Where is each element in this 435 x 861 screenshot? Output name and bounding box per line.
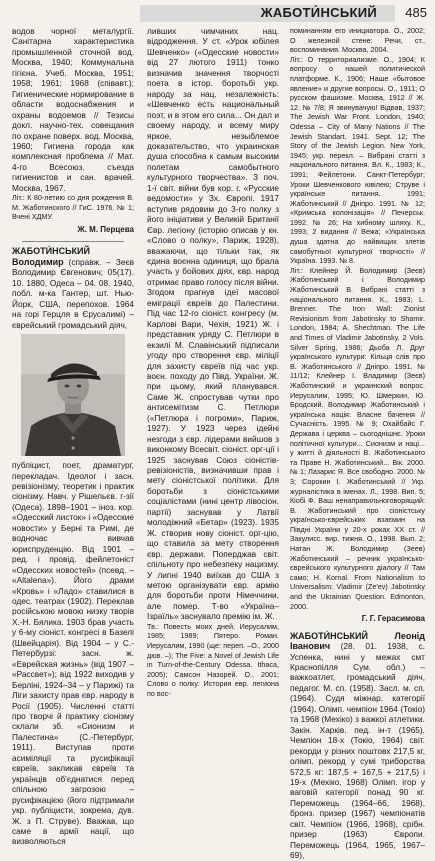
entry-intro: (справж. – Зеєв Володимир Євгенович; 05(17). 10. 1880, Одеса – 04. 08. 1940, побл. м-ка Гантер, шт. Нью-Йорк, США, перепохов. 1964 на горі Герцля в Єрусалимі) – єврейський громадський діяч, xyxy=(12,256,134,330)
entry-body: ливших чимчиних нац. відродження. У ст. «Урок юбілея Шевченко» («Одесские новости» від 27 лютого 1911) тонко визначив значення творчості поета в істор. боротьбі укр. народу за нац. незалежність: «Шевченко есть национальный поэт, и в этом его сила... Он дал и своему народу, и всему миру яркое, незыблемое доказательство, что украинская душа способна к самым высоким полетам самобытного культурного творчества». З поч. 1-ї світ. війни був кор. г. «Русские ведомости» у Зх. Європі. 1917 вступив рядовим до 3-го полку з його ініціативи у Великій Британії Євр. легіону (історію описав у кн. «Слово о полку», Париж, 1928), вважаючи, що тільки так, як єдина воєнна одиниця, що брала участь у бойових діях, євр. народ отримає право голосу після війни. Згодом прагнув ідеї масової еміграції євреїв до Палестини. Під час 12-го сіоніст. конгресу (м. Карлові Вари, Чехія, 1921) Ж. і представник уряду С. Петлюри в екзилі М. Славінський підписали угоду про створення євр. міліції для захисту євреїв під час укр. воєн. походу до Півд. України. Ж. при цьому, який планувався. Саме Ж. спростував чутки про антисемітизм С. Петлюри («Петлюра і погроми», Париж, 1927). У 1923 через ідейні незгоди з євр. лідерами вийшов з виконкому Всесвіт. сіоніст. орг-ції і 1925 заснував Союз сіоністів-ревізіоністів, визначивши прав і мету сіоністської політики. Для боротьби з сіоністськими соціалістами (нині центр лівосіон. партії) заснував у Латвії молодіжний «Бетар» (1923). 1935 Ж. створив нову сіоніст. орг-цію, що ставила за мету створення євр. держави. Поперджав світ. спільноту про небезпеку нацизму. У липні 1940 виїхав до США з метою організувати євр. армію для боротьби проти Німеччини, але помер. Т-во «Україна–Ізраїль» заснувало премію ім. Ж. xyxy=(147,26,279,622)
portrait-photo xyxy=(21,334,125,456)
entry-jabotinsky-volodymyr xyxy=(12,246,134,330)
literature: Літ.: К 80-летию со дня рождения В. М. Жаботинского // ГиС. 1976. № 1; Вчені ХДМУ. xyxy=(12,193,134,222)
page-header xyxy=(0,0,435,26)
page-number: 485 xyxy=(405,5,427,20)
divider xyxy=(22,241,124,242)
author-signature: Г. Г. Герасимова xyxy=(361,614,425,624)
works-list-continued: поминанням его инициатора. О., 2002; О железной стене: Речи, ст., воспоминания. Москва, 2004. xyxy=(290,26,425,55)
entry-text: (28. 01. 1938, с. Успенка, нині у межах смт Краснопілля Сум. обл.) – важкоатлет, громадський діяч, педагог. М. сп. (1958). Засл. м. сп. (1964). Судя міжнар. категорії (1964). Олімп. чемпіон 1964 (Токіо) та 1968 (Мехіко) з важкої атлетики. Закін. Харків. пед. ін-т (1965). Чемпіон 18-х (Токіо, 1964) світ. рекорди у різних поштовх 217,5 кг, олімп. рекорд у сумі триборства 572,5 кг: 187,5 + 167,5 + 217,5) і 19-х (Мехіко, 1968) Олімп. ігор у ваговій категорії понад 90 кг. Переможець (1964–66, 1968), бронз. призер (1967) чемпіонатів світ. Чемпіон (1966, 1968), срібн. призер (1963) Європи. Переможець (1964, 1965, 1967–69), xyxy=(290,641,425,861)
column-2 xyxy=(147,26,279,746)
entry-jabotinsky-leonid xyxy=(290,631,425,861)
author-signature: Ж. М. Перцева xyxy=(77,225,134,235)
running-title: ЖАБОТИ́НСЬКИЙ xyxy=(260,5,377,20)
entry-continuation-2: публіцист, поет, драматург, перекладач. Ідеолог і засн. ревізіонізму, теоретик і практик сіонізму. Навч. у Рішельєв. г-зії (Одеса). 1898–1901 – іноз. кор. «Одесский листок» і «Одесские новости» у Берні та Римі, де водночас вивчав юриспруденцію. Від 1901 – ред. і провід. фейлетоніст «Одесских новостей» (псевд. – «Altalena»). Його драми «Кровь» і «Ладо» ставилися в одес. театрах (1902). Переклав російською мовою низку творів Х.-Н. Бялика. 1903 брав участь у 6-му сіоніст. конгресі в Базелі (Швейцарія). Від 1904 – у С.-Петербурзі: засн. ж. «Еврейская жизнь» (від 1907 – «Рассвет»); від 1922 виходив у Берліні, 1924–34 – у Парижі) та Ліги захисту прав євр. народу в Росії (1905). Численні статті про творчі й практику сіонізму склали зб. «Сионизм и Палестина» (С.-Петербург, 1911). Виступав проти асиміляції та русифікації євреїв, закликав євреїв та українців об'єднатися перед спільною загрозою – русифікацією (його підтримали укр. публіцисти, зокрема, дув. Ж. з П. Струве). Вважав, що саме в армії нації, що визволяються xyxy=(12,460,135,847)
headword: ЖАБОТИ́НСЬКИЙ Володимир xyxy=(12,246,90,267)
headword: ЖАБОТИ́НСЬКИЙ Леонід Іванович xyxy=(290,630,425,652)
works-translations: Літ.: О территориализме. О., 1904; К вопросу о нашей политической платформе. К., 1906; Наше «бытовое явление» и другие вопросы. О., 1911; О русском фашизме. Москва, 1912 // Ж. 12. № 7/8; Я звинувачую! Відвав, 1937; The Jewish War Front. London, 1940; Odessa – City of Many Nations // The Jewish Standart. 1941. Sept. 12; The Story of the Jewish Legion. New York, 1945; укр. перекл. – Вибрані статті з національного питання. Вл. К., 1983; К., 1991; Фейлетони. Санкт-Петербург; Уроки Шевченкового ювілею; Струве і українське питання. 1991; Жаботинський // Дніпро. 1991. № 12; «Кримська колонізація» // Печерськ. 1992. № 26; На хибному шляху. К., 1993; 2 видання // Вежа; «Українська душа здатна до найвищих злетів самобутньої культурної творчості» // Україна. 1993. № 8. xyxy=(290,54,425,266)
literature: Літ.: Клейнер Й. Володимир (Зеєв) Жаботинський і Володимир Жаботинський В. Вибрані статті з національного питання. К., 1983; L. Brenner. The Iron Wall: Zionist Revisionism from Jabotinsky to Shamir. London, 1984; A. Shechtman. The Life and Times of Vladimir Jabotinsky. 2 Vols. Silver Spring, 1986; Дьоба Л. Друг українського культури: Кільця слів про В. Жаботинського // Дніпро. 1991. № 11/12; Клейнер І. Владимир (Зеєв) Жаботинский и украинский вопрос. Иерусалим, 1995; Ю. Шмеркин, Ю. Бродский. Володимир Жаботинський і українська нація: Власне бачення // Сучасність. 1995. № 9; Охайбайс Г. Держава і церква – сьогоднішнє. Уроки політичної культури... Сионизм и наці... у житті й діяльності В. Жаботинського та Праве Н. Жаботинський... Вік. 2000. № 1; Лазарис Я. Все свободно. 2000. № 3; Сорокин І. Жаботинський // Укр. журналістика в іменах. Л., 1998. Вип. 5; Кіобі Ф. Ваш ненаправильноговорящий: В. Жаботинський про сіоністську українсько-єврейських взаємин на Півдні України у 20-х роках ХХ ст. // Закулисс. вир. тижня. О., 1998. Вып. 2; Натан Ж. Володимир (Зеев) Жаботинський – речник українсько-єврейського культурного діалогу // Там само; H. Kornal. From Nationalism to Universalism: Vladimir (Ze'ev) Jabotinsky and the Ukrainian Question. Edmonton, 2000. xyxy=(290,265,425,611)
column-1 xyxy=(12,26,135,847)
works-list: Тв.: Повесть моих дней. Иерусалим, 1985; 1989; Пятеро. Роман. Иерусалим, 1990 (ще: переп. –О., 2000 дюв. –); The Five: a Novel of Jewish Life in Turn-of-the-Century Odessa. Ithaca, 2005); Самсон Назорей. О., 2001; Слово о полку: История евр. легиона по вос- xyxy=(147,621,279,698)
column-3 xyxy=(290,26,425,861)
portrait-image xyxy=(21,334,125,456)
entry-continuation: водов чорної металургії. Санітарна характеристика промышленной сточной вод. Москва, 1940; Коммунальна гігієна. Учеб. Москва, 1951; 1958; 1961; 1968 (співавт.); Гигиенические нормирование в области водоснабжения и охраны водоемов // Тезисы докл. научно-тех. совещания по охране поверх. вод. Москва, 1960; Гигиена города как комплексная проблема // Мат. 4-го Всесоюз. съезда гигиенистов и сан. врачей. Москва, 1967. xyxy=(12,26,134,193)
